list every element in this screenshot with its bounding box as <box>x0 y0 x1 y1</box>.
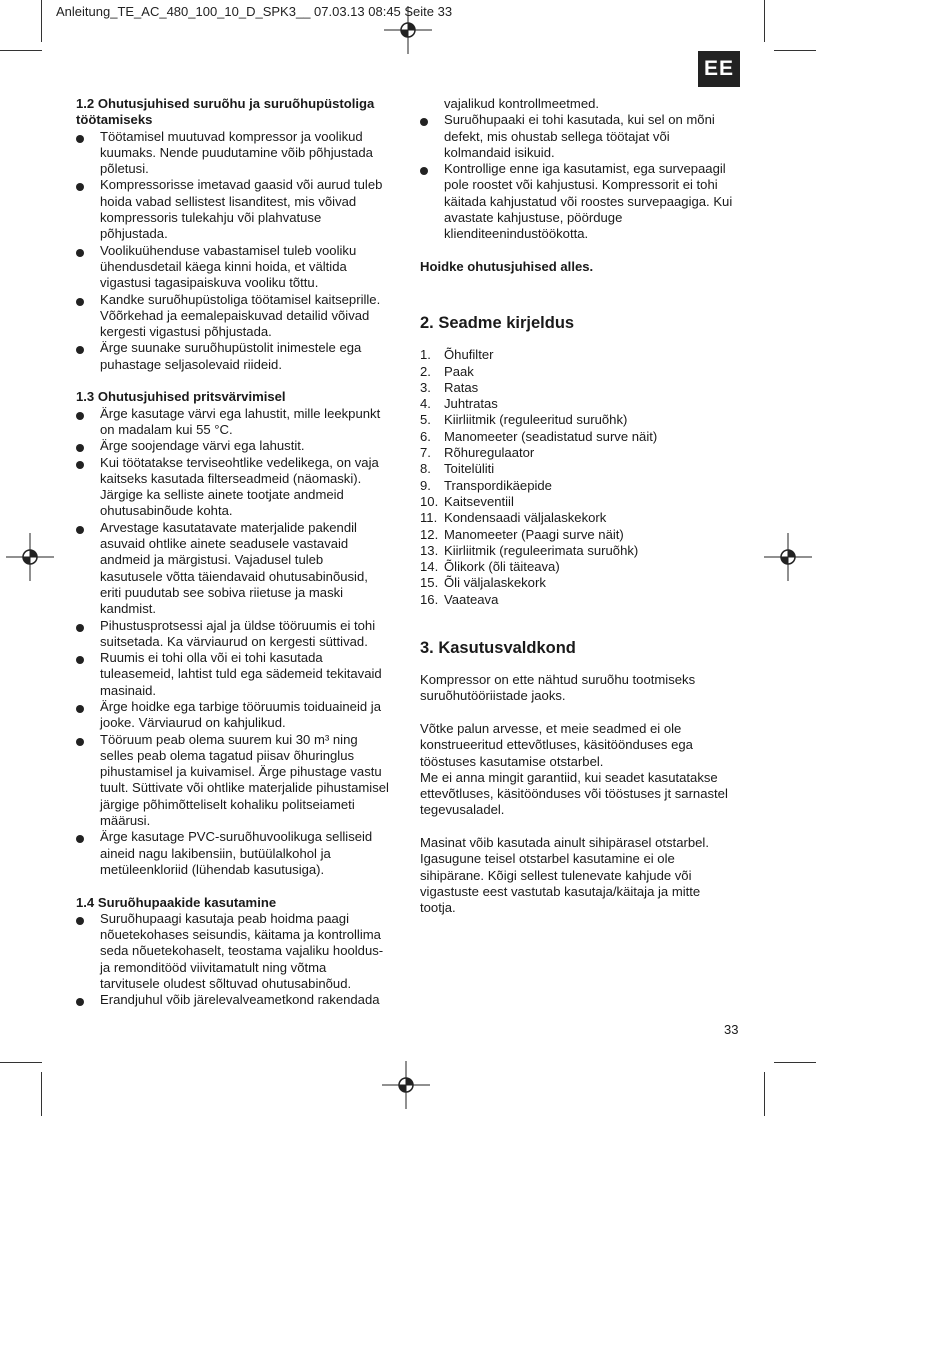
parts-list-item <box>420 559 750 575</box>
section-1-4-heading: 1.4 Suruõhupaakide kasutamine <box>76 894 277 910</box>
text-line: Suruõhupaagi kasutaja peab hoidma paagi <box>100 910 349 926</box>
bullet-item <box>76 618 400 651</box>
text-line: andmeid ja märgistusi. Vajadusel tuleb <box>100 552 324 568</box>
registration-mark-icon <box>382 1061 430 1109</box>
text-line: vigastusi tagasipaiskuva vooliku tõttu. <box>100 275 319 291</box>
text-line: Võõrkehad ja eemalepaiskuvad detailid võivad <box>100 307 370 323</box>
bullet-item <box>76 406 400 439</box>
text-line: tööstuses kasutamise otstarbel. <box>420 753 604 769</box>
text-line: ohutusabinõude kohta. <box>100 503 233 519</box>
text-line: Igasugune teisel otstarbel kasutamine ei ole <box>420 851 675 867</box>
item-label: Ratas <box>444 379 479 395</box>
usage-paragraph-3 <box>420 835 750 916</box>
bullet-item <box>76 129 400 178</box>
parts-list-item <box>420 575 750 591</box>
crop-mark <box>774 1062 816 1063</box>
parts-list-item <box>420 396 750 412</box>
continuation-text: vajalikud kontrollmeetmed. <box>444 96 600 111</box>
text-line: on madalam kui 55 °C. <box>100 421 233 437</box>
text-line: metüleenkloriid (lühendab kasutusiga). <box>100 861 325 877</box>
text-line: pole roostet või kahjustusi. Kompressorit ei tohi <box>444 177 718 193</box>
parts-list-item <box>420 510 750 526</box>
bullet-item <box>420 112 750 161</box>
text-line: Kui töötatakse terviseohtlike vedelikega, on vaja <box>100 454 379 470</box>
text-line: Pihustusprotsessi ajal ja üldse tööruumis ei tohi <box>100 617 376 633</box>
item-number: 5. <box>420 412 431 428</box>
bullet-item <box>76 340 400 373</box>
text-line: käitada kahjustatud või roostes survepaagiga. Kui <box>444 193 733 209</box>
text-line: Tööruum peab olema suurem kui 30 m³ ning <box>100 731 358 747</box>
item-label: Juhtratas <box>444 396 498 412</box>
registration-mark-icon <box>384 6 432 54</box>
text-line: suitsetada. Ka värviaurud on kergesti süttivad. <box>100 633 368 649</box>
bullet-item <box>76 732 400 830</box>
section-1-4-list <box>76 911 400 1009</box>
text-line: tegevusaladel. <box>420 802 505 818</box>
text-line: Me ei anna mingit garantiid, kui seadet kasutatakse <box>420 769 718 785</box>
text-line: Järgige ka selliste ainete tootjate andmeid <box>100 487 344 503</box>
text-line: põhjustada. <box>100 226 168 242</box>
text-line: järgige põhimõtteliselt kohaliku politseiameti <box>100 796 355 812</box>
text-line: aineid nagu lakibensiin, butüülalkohol ja <box>100 845 331 861</box>
item-number: 15. <box>420 575 439 591</box>
item-label: Kiirliitmik (reguleerimata suruõhk) <box>444 542 639 558</box>
section-1-3-heading: 1.3 Ohutusjuhised pritsvärvimisel <box>76 389 286 405</box>
tank-safety-list <box>420 112 750 242</box>
text-line: puhastage seljasolevaid riideid. <box>100 356 282 372</box>
page-number: 33 <box>724 1022 739 1037</box>
item-number: 16. <box>420 591 439 607</box>
section-3-title: 3. Kasutusvaldkond <box>420 639 576 658</box>
item-number: 2. <box>420 363 431 379</box>
usage-paragraph-1 <box>420 672 750 705</box>
text-line: Võtke palun arvesse, et meie seadmed ei ole <box>420 720 682 736</box>
text-line: kolmandaid isikuid. <box>444 144 555 160</box>
parts-list-item <box>420 478 750 494</box>
parts-list-item <box>420 429 750 445</box>
bullet-item <box>76 455 400 520</box>
text-line: Voolikuühenduse vabastamisel tuleb vooliku <box>100 242 357 258</box>
text-line: Kompressor on ette nähtud suruõhu tootmiseks <box>420 672 696 688</box>
section-2-title: 2. Seadme kirjeldus <box>420 314 575 333</box>
parts-list-item <box>420 380 750 396</box>
text-line: Masinat võib kasutada ainult sihipärasel otstarbel. <box>420 834 709 850</box>
text-line: Ärge soojendage värvi ega lahustit. <box>100 438 305 454</box>
parts-list-item <box>420 527 750 543</box>
item-number: 8. <box>420 461 431 477</box>
section-1-2-heading: 1.2 Ohutusjuhised suruõhu ja suruõhupüstoliga <box>76 96 375 111</box>
item-label: Õhufilter <box>444 347 494 363</box>
crop-mark <box>41 0 42 42</box>
text-line: selles peab olema tagatud piisav õhuringlus <box>100 747 355 763</box>
section-1-2-heading-line2: töötamiseks <box>76 112 153 128</box>
item-label: Õli väljalaskekork <box>444 575 546 591</box>
text-line: Arvestage kasutatavate materjalide pakendil <box>100 519 357 535</box>
parts-list-item <box>420 445 750 461</box>
parts-list-item <box>420 592 750 608</box>
item-label: Kondensaadi väljalaskekork <box>444 510 607 526</box>
text-line: defekt, mis ohustab sellega töötajat või <box>444 128 670 144</box>
parts-list-item <box>420 412 750 428</box>
text-line: ühendusdetail käega kinni hoida, et vältida <box>100 258 347 274</box>
crop-mark <box>764 0 765 42</box>
text-line: nõuetekohases seisundis, käitama ja kontrollima <box>100 927 381 943</box>
parts-list-item <box>420 494 750 510</box>
bullet-item <box>76 992 400 1008</box>
right-column <box>420 96 750 916</box>
text-line: sihipärane. Kõigi sellest tulenevate kahjude või <box>420 867 692 883</box>
item-number: 4. <box>420 396 431 412</box>
text-line: asuvaid ohtlike ainete seadusele vastavaid <box>100 536 349 552</box>
device-parts-list <box>420 347 750 608</box>
bullet-item <box>420 161 750 242</box>
text-line: masinaid. <box>100 682 157 698</box>
bullet-item <box>76 699 400 732</box>
text-line: vigastuste eest vastutab kasutaja/käitaja ja mitte <box>420 883 701 899</box>
text-line: määrusi. <box>100 813 151 829</box>
text-line: kompressoris tulekahju või plahvatuse <box>100 210 322 226</box>
crop-mark <box>0 1062 42 1063</box>
text-line: Kontrollige enne iga kasutamist, ega survepaagil <box>444 161 726 177</box>
parts-list-item <box>420 364 750 380</box>
item-number: 3. <box>420 379 431 395</box>
text-line: tarvitusele oludest sõltuvad ohutusabinõud. <box>100 976 352 992</box>
bullet-item <box>76 243 400 292</box>
item-number: 14. <box>420 559 439 575</box>
section-1-3-list <box>76 406 400 879</box>
text-line: hoida vabad sellistest lisanditest, mis võivad <box>100 193 357 209</box>
text-line: kergesti vigastusi põhjustada. <box>100 324 272 340</box>
registration-mark-icon <box>6 533 54 581</box>
text-line: klienditeenindustöökotta. <box>444 226 589 242</box>
parts-list-item <box>420 543 750 559</box>
bullet-item <box>76 650 400 699</box>
keep-instructions-note: Hoidke ohutusjuhised alles. <box>420 258 594 274</box>
text-line: kaitseks kasutada filterseadmeid (näomaski). <box>100 470 362 486</box>
text-line: konstrueeritud ettevõtluses, käsitöönduses ega <box>420 737 693 753</box>
parts-list-item <box>420 347 750 363</box>
item-number: 7. <box>420 445 431 461</box>
item-label: Transpordikäepide <box>444 477 552 493</box>
item-label: Manomeeter (seadistatud surve näit) <box>444 428 658 444</box>
usage-paragraph-2 <box>420 721 750 819</box>
text-line: Töötamisel muutuvad kompressor ja voolikud <box>100 128 363 144</box>
text-line: jooke. Värviaurud on kahjulikud. <box>100 715 286 731</box>
text-line: Ruumis ei tohi olla või ei tohi kasutada <box>100 650 323 666</box>
text-line: ettevõtluses, käsitöönduses või tööstuses jt sarnastel <box>420 786 728 802</box>
crop-mark <box>0 50 42 51</box>
text-line: põletusi. <box>100 161 149 177</box>
text-line: tuult. Süttivate või ohtlike materjalide pihustamisel <box>100 780 389 796</box>
bullet-item <box>76 911 400 992</box>
item-label: Manomeeter (Paagi surve näit) <box>444 526 624 542</box>
text-line: tootja. <box>420 900 456 916</box>
text-line: seda nõuetekohaselt, teostama vajaliku hooldus- <box>100 943 384 959</box>
item-label: Vaateava <box>444 591 499 607</box>
text-line: kasutusele võtta täiendavaid ohutusabinõusid, <box>100 568 368 584</box>
section-1-2-list <box>76 129 400 373</box>
item-number: 6. <box>420 428 431 444</box>
crop-mark <box>41 1072 42 1116</box>
bullet-item <box>76 177 400 242</box>
text-line: Ärge suunake suruõhupüstolit inimestele ega <box>100 340 362 356</box>
item-number: 11. <box>420 510 438 526</box>
item-label: Toitelüliti <box>444 461 495 477</box>
item-number: 9. <box>420 477 431 493</box>
text-line: tuleasemeid, lahtist tuld ega sädemeid tekitavaid <box>100 666 382 682</box>
crop-mark <box>764 1072 765 1116</box>
item-number: 1. <box>420 347 431 363</box>
item-label: Kaitseventiil <box>444 493 514 509</box>
item-label: Kiirliitmik (reguleeritud suruõhk) <box>444 412 628 428</box>
text-line: Kompressorisse imetavad gaasid või aurud tuleb <box>100 177 383 193</box>
item-number: 10. <box>420 493 439 509</box>
text-line: avastate kahjustuse, pöörduge <box>444 210 623 226</box>
text-line: Ärge hoidke ega tarbige tööruumis toiduaineid ja <box>100 698 381 714</box>
text-line: ja remonditööd viivitamatult ning võtma <box>100 959 327 975</box>
parts-list-item <box>420 461 750 477</box>
item-number: 13. <box>420 542 439 558</box>
print-file-info: Anleitung_TE_AC_480_100_10_D_SPK3__ 07.03.13 08:45 Seite 33 <box>56 4 453 19</box>
text-line: Erandjuhul võib järelevalveametkond rakendada <box>100 992 380 1008</box>
text-line: pihustamisel ja kuivamisel. Ärge pihustage vastu <box>100 764 382 780</box>
left-column <box>76 96 400 1009</box>
text-line: kandmist. <box>100 601 157 617</box>
bullet-item <box>76 292 400 341</box>
text-line: Ärge kasutage PVC-suruõhuvoolikuga selliseid <box>100 829 373 845</box>
text-line: eriti puudutab see sobiva riietuse ja maski <box>100 584 344 600</box>
text-line: suruõhutööriistade jaoks. <box>420 688 566 704</box>
item-label: Rõhuregulaator <box>444 445 535 461</box>
registration-mark-icon <box>764 533 812 581</box>
bullet-item <box>76 520 400 618</box>
item-label: Õlikork (õli täiteava) <box>444 559 560 575</box>
bullet-item <box>76 829 400 878</box>
text-line: Suruõhupaaki ei tohi kasutada, kui sel on mõni <box>444 112 715 128</box>
crop-mark <box>774 50 816 51</box>
bullet-item <box>76 438 400 454</box>
text-line: Ärge kasutage värvi ega lahustit, mille leekpunkt <box>100 405 381 421</box>
language-badge: EE <box>698 51 740 87</box>
text-line: Kandke suruõhupüstoliga töötamisel kaitseprille. <box>100 291 381 307</box>
item-number: 12. <box>420 526 439 542</box>
text-line: kuumaks. Nende puudutamine võib põhjustada <box>100 144 373 160</box>
item-label: Paak <box>444 363 474 379</box>
